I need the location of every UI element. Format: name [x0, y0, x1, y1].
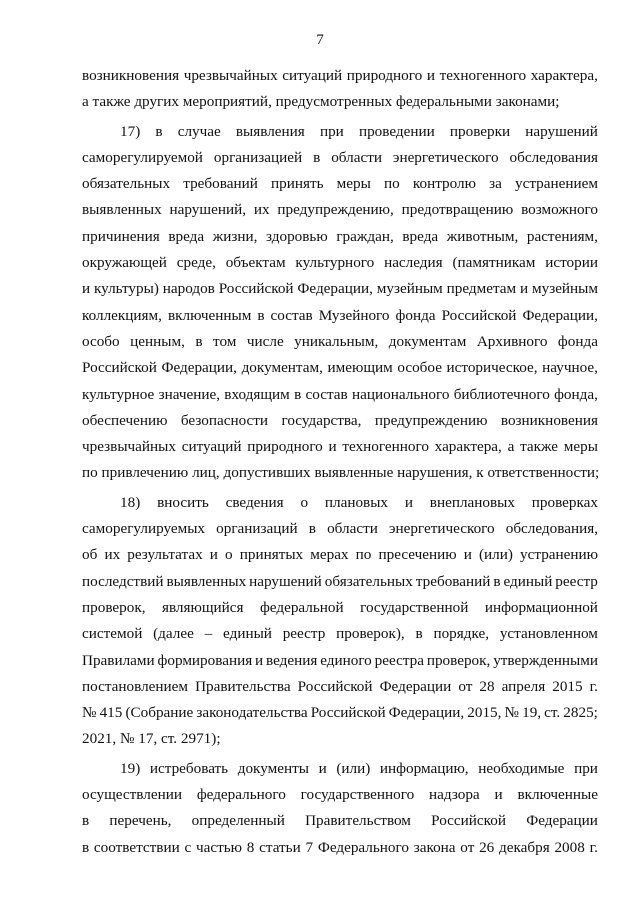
word: проверок, [426, 651, 491, 669]
word: документам [388, 332, 467, 350]
word: г. [589, 838, 598, 856]
word: № [82, 704, 97, 722]
word: допустивших [223, 464, 315, 482]
word: 2021, [82, 730, 120, 748]
word: наследия [384, 254, 443, 272]
word: состав [305, 385, 348, 403]
word: в [415, 625, 423, 643]
word: Архивного [476, 332, 548, 350]
text-line [82, 782, 598, 808]
word: и [328, 438, 337, 456]
word: документам, [241, 359, 323, 377]
text-line [82, 119, 598, 145]
word: ст. [544, 704, 561, 722]
word: саморегулируемой [82, 148, 203, 166]
word: в [82, 838, 90, 856]
word: ответственности; [487, 464, 600, 482]
word: нарушения, [397, 464, 477, 482]
word: фонда [557, 332, 598, 350]
word: необходимые [478, 759, 565, 777]
word: формирования [157, 651, 253, 669]
word: чрезвычайных [82, 438, 176, 456]
word: утвержденными [493, 651, 598, 669]
word: апреля [501, 677, 546, 695]
text-line [82, 726, 598, 752]
word: лиц, [192, 464, 224, 482]
word: нарушений [249, 572, 322, 590]
word: других [134, 93, 183, 111]
word: о [225, 546, 233, 564]
word: уникальным, [294, 332, 379, 350]
word: – [204, 625, 213, 643]
page-number: 7 [316, 32, 324, 48]
word: 2825; [563, 704, 598, 722]
word: среде, [176, 254, 216, 272]
word: 19) [120, 759, 141, 777]
word: объектам [225, 254, 286, 272]
word: Федерации [526, 812, 598, 830]
word: особое [397, 359, 442, 377]
word: являющийся [161, 598, 244, 616]
word: Правительством [305, 812, 411, 830]
word: и [404, 493, 413, 511]
word: музейным [376, 280, 443, 298]
text-line [82, 490, 598, 516]
word: статьи [259, 838, 301, 856]
word: 8 [246, 838, 255, 856]
word: культурное [82, 385, 155, 403]
word: истребовать [149, 759, 229, 777]
word: 17, [138, 730, 162, 748]
word: в [82, 812, 90, 830]
word: энергетического [388, 520, 495, 538]
text-line [82, 276, 598, 302]
word: входящим [224, 385, 290, 403]
text-line [82, 674, 598, 700]
word: характера, [530, 67, 598, 84]
word: ситуаций [181, 438, 242, 456]
text-line [82, 516, 598, 542]
word: с [184, 838, 192, 856]
word: вреда [168, 227, 205, 245]
word: соответствии [93, 838, 180, 856]
word: реестр [282, 625, 326, 643]
word: (или) [478, 546, 513, 564]
word: состав [270, 306, 313, 324]
word: мероприятий, [182, 93, 276, 111]
word: по [82, 464, 102, 482]
word: об [82, 546, 98, 564]
word: а [507, 438, 515, 456]
word: от [460, 838, 475, 856]
word: системой [82, 625, 143, 643]
word: (или) [336, 759, 371, 777]
word: возникновения [500, 411, 598, 429]
word: фонда [395, 306, 436, 324]
word: безопасности [180, 411, 269, 429]
word: и [520, 280, 529, 298]
word: в [493, 572, 501, 590]
word: природного [247, 438, 323, 456]
word: перечень, [109, 812, 172, 830]
word: реестр [555, 572, 598, 590]
word: Федерального [317, 838, 409, 856]
word: проведении [358, 122, 435, 140]
word: области [331, 148, 382, 166]
word: по [383, 175, 400, 193]
word: и [82, 280, 91, 298]
word: техногенного [439, 67, 527, 84]
text-line [82, 460, 598, 486]
word: также [520, 438, 559, 456]
word: единого [320, 651, 372, 669]
word: природного [346, 67, 423, 84]
word: культуры) [93, 280, 159, 298]
word: реестра [374, 651, 424, 669]
word: в [294, 385, 302, 403]
word: библиотечного [453, 385, 550, 403]
word: Федерации, [161, 359, 237, 377]
word: по [355, 546, 372, 564]
word: в [155, 122, 163, 140]
word: (памятникам [452, 254, 536, 272]
word: государства, [281, 411, 362, 429]
word: Российской [310, 704, 386, 722]
word: установленном [499, 625, 598, 643]
word: вносить [157, 493, 209, 511]
word: в [257, 306, 265, 324]
word: энергетического [392, 148, 499, 166]
word: единый [503, 572, 553, 590]
word: результатах [127, 546, 203, 564]
word: животным, [446, 227, 519, 245]
word: ст. [161, 730, 181, 748]
word: народов [162, 280, 215, 298]
word: 19, [522, 704, 542, 722]
word: порядке, [433, 625, 490, 643]
word: и [426, 67, 435, 84]
word: проверках [531, 493, 598, 511]
word: осуществлении [82, 786, 182, 804]
text-line [82, 569, 598, 595]
word: закона [413, 838, 456, 856]
word: 2971); [180, 730, 221, 748]
word: предупреждению, [277, 201, 394, 219]
text-line [82, 648, 598, 674]
word: и [463, 546, 472, 564]
word: и [494, 786, 503, 804]
word: области [327, 520, 378, 538]
word: устранением [515, 175, 598, 193]
word: Федерации [379, 677, 452, 695]
word: Российской [441, 306, 517, 324]
word: привлечению [101, 464, 193, 482]
text-line [82, 63, 598, 89]
word: 7 [305, 838, 314, 856]
word: меры [336, 175, 371, 193]
word: контролю [412, 175, 476, 193]
word: принять [270, 175, 324, 193]
word: федерального [196, 786, 286, 804]
text-line [82, 329, 598, 355]
word: также [92, 93, 135, 111]
word: пресечению [378, 546, 457, 564]
word: устранению [520, 546, 598, 564]
word: 2015 [552, 677, 583, 695]
word: Российской [431, 812, 506, 830]
word: меры [563, 438, 598, 456]
word: государственного [300, 786, 415, 804]
word: обязательных [82, 175, 171, 193]
word: 26 [479, 838, 495, 856]
word: требований [183, 175, 258, 193]
text-line [82, 355, 598, 381]
word: вреда [402, 227, 439, 245]
word: включенным [167, 306, 252, 324]
word: особо [82, 332, 120, 350]
text-line [82, 756, 598, 782]
word: 17) [120, 122, 141, 140]
word: последствий [82, 572, 164, 590]
word: постановлением [82, 677, 189, 695]
word: значение, [158, 385, 221, 403]
word: характера, [434, 438, 502, 456]
word: саморегулируемых [82, 520, 206, 538]
word: федеральной [259, 598, 344, 616]
word: предупреждению [374, 411, 488, 429]
word: числе [246, 332, 284, 350]
word: Российской [218, 280, 294, 298]
word: определенный [191, 812, 285, 830]
word: № [119, 730, 139, 748]
word: имеющим [327, 359, 393, 377]
word: нарушений, [169, 201, 247, 219]
word: обследования [509, 148, 598, 166]
word: (Собрание [125, 704, 194, 722]
word: обязательных [324, 572, 413, 590]
word: принятых [239, 546, 304, 564]
word: плановых [324, 493, 389, 511]
word: научное, [542, 359, 598, 377]
word: проверки [449, 122, 511, 140]
word: возникновения [82, 67, 180, 84]
word: граждан, [336, 227, 394, 245]
word: организаций [216, 520, 298, 538]
word: Федерации, [522, 306, 598, 324]
text-line [82, 303, 598, 329]
word: в [195, 332, 203, 350]
word: истории [545, 254, 598, 272]
word: окружающей [82, 254, 167, 272]
word: причинения [82, 227, 160, 245]
word: проверок), [336, 625, 405, 643]
text-line [82, 542, 598, 568]
word: ситуаций [282, 67, 343, 84]
word: выявления [235, 122, 305, 140]
word: выявленные [314, 464, 398, 482]
text-line [82, 700, 598, 726]
word: требований [415, 572, 491, 590]
word: информацию, [379, 759, 469, 777]
word: фонда, [554, 385, 598, 403]
text-line [82, 197, 598, 223]
word: декабря [499, 838, 550, 856]
word: к [476, 464, 488, 482]
word: 28 [479, 677, 495, 695]
word: чрезвычайных [183, 67, 278, 84]
word: информационной [484, 598, 598, 616]
word: 415 [99, 704, 123, 722]
word: документы [237, 759, 309, 777]
word: обеспечению [82, 411, 168, 429]
word: коллекциям, [82, 306, 162, 324]
word: мерах [310, 546, 349, 564]
word: обследования, [505, 520, 598, 538]
word: предотвращению [401, 201, 514, 219]
word: 2008 [554, 838, 585, 856]
word: предусмотренных [275, 93, 397, 111]
word: № [504, 704, 520, 722]
text-line [82, 382, 598, 408]
text-line [82, 808, 598, 834]
text-line [82, 835, 598, 861]
text-line [82, 250, 598, 276]
word: от [458, 677, 473, 695]
word: предметам [446, 280, 517, 298]
word: проверок, [82, 598, 146, 616]
text-line [82, 434, 598, 460]
word: и [318, 759, 327, 777]
text-line [82, 408, 598, 434]
word: в [308, 520, 316, 538]
text-line [82, 595, 598, 621]
word: том [213, 332, 237, 350]
text-line [82, 224, 598, 250]
word: включенные [517, 786, 598, 804]
word: государственной [360, 598, 469, 616]
word: надзора [429, 786, 480, 804]
word: культурного [295, 254, 375, 272]
word: их [253, 201, 270, 219]
word: их [104, 546, 121, 564]
word: музейным [531, 280, 598, 298]
word: федеральными [396, 93, 496, 111]
word: случае [177, 122, 221, 140]
word: сведения [225, 493, 284, 511]
word: частью [196, 838, 243, 856]
word: и [209, 546, 218, 564]
word: национального [352, 385, 450, 403]
word: единый [223, 625, 272, 643]
word: историческое, [446, 359, 538, 377]
word: ценным, [130, 332, 185, 350]
word: и [255, 651, 264, 669]
word: законодательства [196, 704, 308, 722]
word: растениям, [526, 227, 598, 245]
word: жизни, [212, 227, 258, 245]
word: выявленных [82, 201, 162, 219]
word: о [300, 493, 309, 511]
word: техногенного [342, 438, 429, 456]
word: 18) [120, 493, 141, 511]
word: в [313, 148, 321, 166]
word: возможного [521, 201, 598, 219]
word: законами; [495, 93, 560, 111]
word: Российской [297, 677, 373, 695]
word: при [319, 122, 344, 140]
text-line [82, 89, 598, 115]
text-line [82, 145, 598, 171]
word: нарушений [525, 122, 598, 140]
word: при [574, 759, 598, 777]
word: Правилами [82, 651, 155, 669]
word: Федерации, [388, 704, 465, 722]
document-text-body [82, 63, 598, 861]
word: Правительства [195, 677, 291, 695]
word: г. [589, 677, 598, 695]
word: 2015, [467, 704, 502, 722]
word: Российской [82, 359, 157, 377]
word: Федерации, [297, 280, 373, 298]
text-line [82, 171, 598, 197]
word: ведения [266, 651, 318, 669]
word: выявленных [166, 572, 247, 590]
word: организацией [213, 148, 303, 166]
text-line [82, 621, 598, 647]
word: Музейного [318, 306, 390, 324]
word: за [489, 175, 502, 193]
word: здоровью [266, 227, 328, 245]
word: а [82, 93, 93, 111]
word: (далее [153, 625, 194, 643]
word: внеплановых [429, 493, 515, 511]
